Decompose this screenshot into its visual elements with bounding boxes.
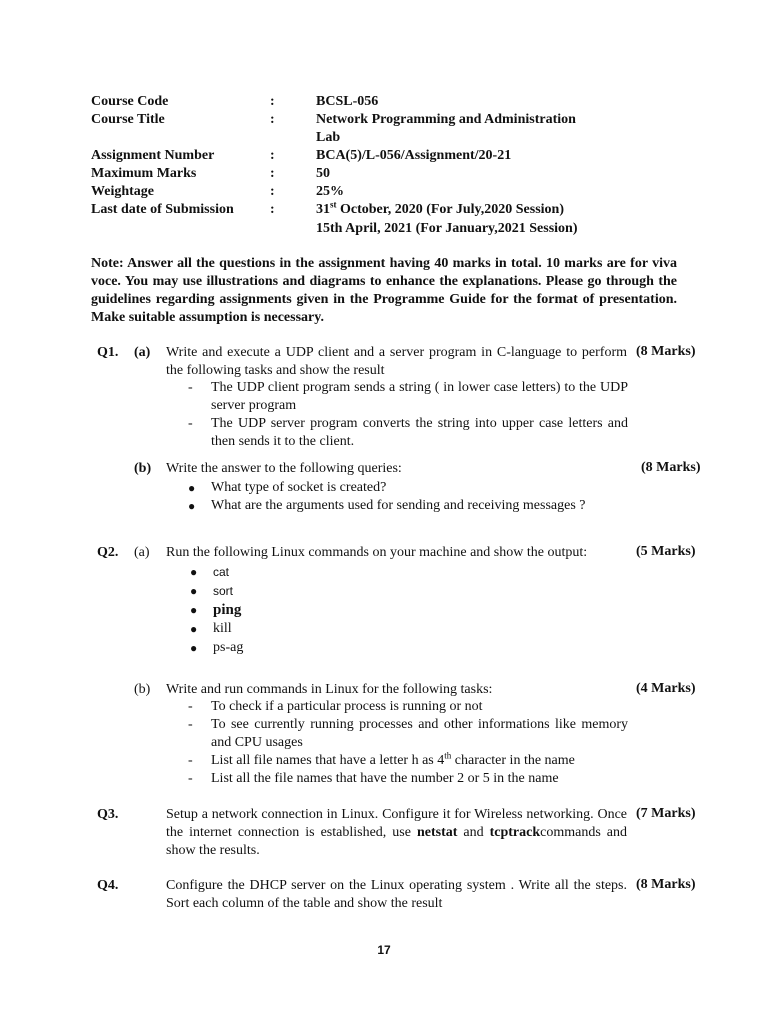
dash-marker: - — [188, 380, 193, 395]
q1b-text: Write the answer to the following queries: — [166, 461, 402, 476]
course-code-value: BCSL-056 — [316, 94, 379, 109]
q3-text-start: Setup a network connection in Linux. Configure it for Wireless networking. Once the internet connection is established, use — [166, 807, 627, 840]
colon: : — [270, 166, 275, 181]
list-item-text: What are the arguments used for sending and receiving messages ? — [211, 498, 586, 513]
command-ps-ag: ps-ag — [213, 640, 244, 655]
q3-text-mid: and — [457, 825, 490, 840]
list-item-text: To check if a particular process is running or not — [211, 699, 483, 714]
command-cat: cat — [213, 565, 230, 579]
q4-number: Q4. — [97, 878, 119, 893]
assignment-number-label: Assignment Number — [91, 148, 215, 163]
q2a-label: (a) — [134, 545, 150, 560]
list-item-text: To see currently running processes and other informations like memory and CPU usages — [211, 717, 628, 750]
q4-marks: (8 Marks) — [636, 877, 696, 892]
colon: : — [270, 184, 275, 199]
bullet-marker: ● — [188, 481, 196, 495]
command-netstat: netstat — [416, 825, 458, 840]
last-date-value — [316, 201, 564, 219]
q4-text: Configure the DHCP server on the Linux operating system . Write all the steps. Sort each column of the table and show the result — [166, 878, 627, 911]
bullet-marker: ● — [190, 603, 198, 617]
q2b-label: (b) — [134, 682, 151, 697]
list-item-text: List all file names that have a letter h as 4 — [211, 753, 445, 768]
q1b-marks: (8 Marks) — [641, 460, 701, 475]
list-item — [190, 639, 630, 658]
q2b-marks: (4 Marks) — [636, 681, 696, 696]
q2a-text: Run the following Linux commands on your machine and show the output: — [166, 545, 588, 560]
weightage-value: 25% — [316, 184, 344, 199]
bullet-marker: ● — [190, 584, 198, 598]
q2a-command-list — [190, 563, 630, 658]
list-item — [188, 770, 628, 788]
maximum-marks-value: 50 — [316, 166, 330, 181]
dash-marker: - — [188, 753, 193, 768]
list-item — [188, 379, 628, 415]
dash-marker: - — [188, 771, 193, 786]
command-sort: sort — [213, 584, 234, 598]
list-item — [190, 563, 630, 582]
command-ping: ping — [213, 602, 242, 618]
last-date-rest: October, 2020 (For July,2020 Session) — [336, 202, 565, 217]
page-number: 17 — [377, 943, 391, 957]
q3-number: Q3. — [97, 807, 119, 822]
list-item — [188, 479, 628, 497]
colon: : — [270, 148, 275, 163]
last-date-value-line2: 15th April, 2021 (For January,2021 Session) — [316, 221, 578, 236]
instructions-note: Note: Answer all the questions in the assignment having 40 marks in total. 10 marks are for viva voce. You may use illustrations and diagrams to enhance the explanations. Please go through the guidelines regarding assignments given in the Programme Guide for the format of presentation. Make suitable assumption is necessary. — [91, 256, 677, 325]
q1-number: Q1. — [97, 345, 119, 360]
bullet-marker: ● — [190, 622, 198, 636]
command-tcptrack: tcptrack — [489, 825, 541, 840]
list-item — [188, 415, 628, 451]
last-date-suffix: st — [330, 199, 337, 210]
assignment-number-value: BCA(5)/L-056/Assignment/20-21 — [316, 148, 512, 163]
dash-marker: - — [188, 717, 193, 732]
list-item-text: What type of socket is created? — [211, 480, 387, 495]
last-date-label: Last date of Submission — [91, 202, 234, 217]
list-item-text: The UDP client program sends a string ( in lower case letters) to the UDP server program — [211, 380, 628, 413]
list-item — [190, 620, 630, 639]
list-item — [188, 752, 628, 770]
q1b-query-list — [188, 479, 628, 515]
q3-marks: (7 Marks) — [636, 806, 696, 821]
list-item — [188, 698, 628, 716]
q1a-text: Write and execute a UDP client and a server program in C-language to perform the following tasks and show the result — [166, 345, 627, 378]
q2b-task-list — [188, 698, 628, 788]
colon: : — [270, 112, 275, 127]
course-code-label: Course Code — [91, 94, 169, 109]
list-item-text: List all the file names that have the number 2 or 5 in the name — [211, 771, 559, 786]
q2-number: Q2. — [97, 545, 119, 560]
q3-text-end: commands and show the results. — [166, 825, 628, 858]
q2a-marks: (5 Marks) — [636, 544, 696, 559]
bullet-marker: ● — [190, 641, 198, 655]
colon: : — [270, 202, 275, 217]
list-item-text-rest: character in the name — [451, 753, 575, 768]
q2b-text: Write and run commands in Linux for the following tasks: — [166, 682, 493, 697]
ordinal-suffix: th — [444, 750, 452, 761]
q1b-label: (b) — [134, 461, 152, 476]
q3-text — [166, 806, 627, 860]
dash-marker: - — [188, 416, 193, 431]
weightage-label: Weightage — [91, 184, 154, 199]
bullet-marker: ● — [188, 499, 196, 513]
q1a-marks: (8 Marks) — [636, 344, 696, 359]
course-title-label: Course Title — [91, 112, 165, 127]
list-item — [188, 716, 628, 752]
last-date-day: 31 — [316, 202, 330, 217]
list-item-text: The UDP server program converts the string into upper case letters and then sends it to the client. — [211, 416, 628, 449]
q1a-label: (a) — [134, 345, 151, 360]
course-title-value-line2: Lab — [316, 130, 341, 145]
bullet-marker: ● — [190, 565, 198, 579]
course-title-value: Network Programming and Administration — [316, 112, 576, 127]
dash-marker: - — [188, 699, 193, 714]
q1a-task-list — [188, 379, 628, 451]
list-item — [190, 601, 630, 620]
colon: : — [270, 94, 275, 109]
command-kill: kill — [213, 621, 232, 636]
maximum-marks-label: Maximum Marks — [91, 166, 197, 181]
list-item — [190, 582, 630, 601]
list-item — [188, 497, 628, 515]
